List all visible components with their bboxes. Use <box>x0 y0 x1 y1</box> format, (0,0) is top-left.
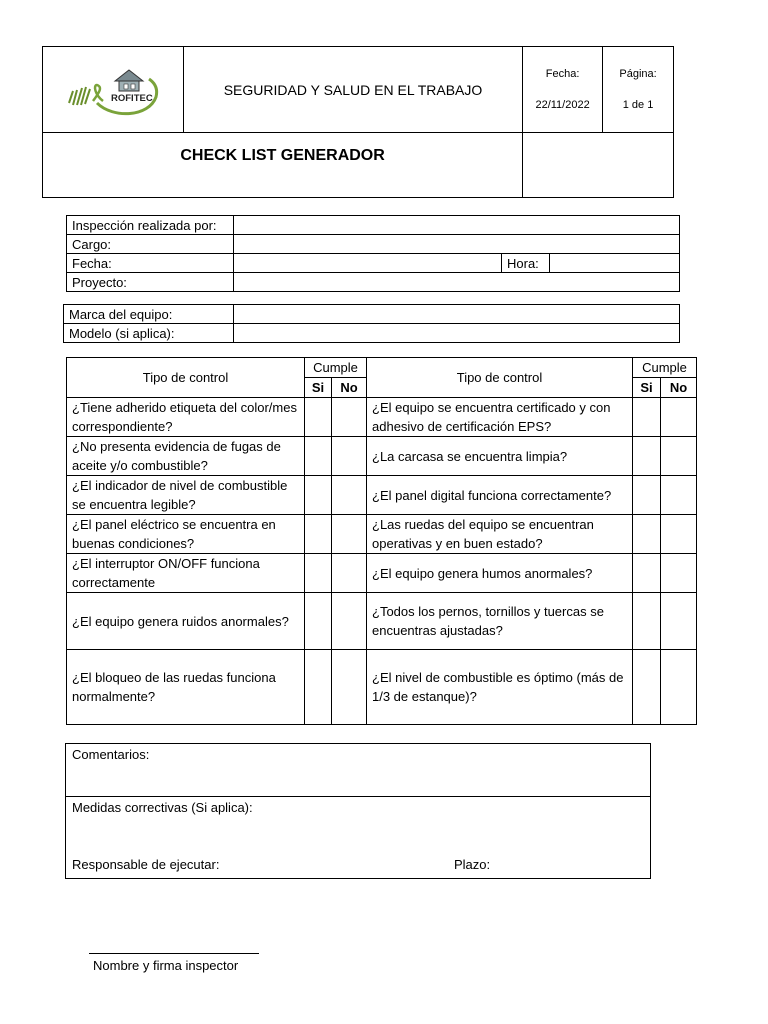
table-row <box>67 437 697 476</box>
si-checkbox-left[interactable] <box>305 437 332 476</box>
no-checkbox-left[interactable] <box>332 515 367 554</box>
si-header-right: Si <box>633 378 661 398</box>
no-checkbox-left[interactable] <box>332 554 367 593</box>
brand-field[interactable] <box>234 305 680 324</box>
comments-field[interactable] <box>66 744 651 797</box>
equipment-info-table <box>63 304 680 343</box>
si-header-left: Si <box>305 378 332 398</box>
date-field[interactable] <box>234 254 502 273</box>
time-label: Hora: <box>502 254 550 273</box>
model-label: Modelo (si aplica): <box>64 324 234 343</box>
no-checkbox-right[interactable] <box>661 593 697 650</box>
si-checkbox-right[interactable] <box>633 398 661 437</box>
no-checkbox-left[interactable] <box>332 593 367 650</box>
table-row <box>67 554 697 593</box>
page-cell <box>603 47 674 133</box>
control-question-left: ¿El equipo genera ruidos anormales? <box>67 593 305 650</box>
comments-label: Comentarios: <box>72 747 150 762</box>
control-type-header-left: Tipo de control <box>67 358 305 398</box>
control-question-right: ¿El equipo se encuentra certificado y con adhesivo de certificación EPS? <box>367 398 633 437</box>
no-header-right: No <box>661 378 697 398</box>
control-question-right: ¿Las ruedas del equipo se encuentran operativas y en buen estado? <box>367 515 633 554</box>
control-type-header-right: Tipo de control <box>367 358 633 398</box>
control-question-right: ¿El panel digital funciona correctamente? <box>367 476 633 515</box>
si-checkbox-left[interactable] <box>305 398 332 437</box>
signature-line <box>89 953 259 954</box>
date-label: Fecha: <box>545 67 580 80</box>
no-checkbox-left[interactable] <box>332 650 367 725</box>
si-checkbox-left[interactable] <box>305 650 332 725</box>
position-field[interactable] <box>234 235 680 254</box>
brand-label: Marca del equipo: <box>64 305 234 324</box>
logo-cell <box>43 47 184 133</box>
no-checkbox-left[interactable] <box>332 398 367 437</box>
company-title: SEGURIDAD Y SALUD EN EL TRABAJO <box>183 47 522 133</box>
time-field[interactable] <box>550 254 680 273</box>
date-value: 22/11/2022 <box>535 98 590 111</box>
table-row <box>67 650 697 725</box>
project-label: Proyecto: <box>67 273 234 292</box>
si-checkbox-left[interactable] <box>305 476 332 515</box>
control-question-right: ¿El equipo genera humos anormales? <box>367 554 633 593</box>
document-header <box>42 46 674 198</box>
si-checkbox-right[interactable] <box>633 650 661 725</box>
position-label: Cargo: <box>67 235 234 254</box>
no-header-left: No <box>332 378 367 398</box>
cumple-header-right: Cumple <box>633 358 697 378</box>
si-checkbox-left[interactable] <box>305 593 332 650</box>
inspected-by-field[interactable] <box>234 216 680 235</box>
control-question-right: ¿Todos los pernos, tornillos y tuercas se encuentras ajustadas? <box>367 593 633 650</box>
control-question-left: ¿No presenta evidencia de fugas de aceite y/o combustible? <box>67 437 305 476</box>
no-checkbox-right[interactable] <box>661 554 697 593</box>
inspected-by-label: Inspección realizada por: <box>67 216 234 235</box>
no-checkbox-right[interactable] <box>661 515 697 554</box>
model-field[interactable] <box>234 324 680 343</box>
table-row <box>67 476 697 515</box>
logo-text: ROFITEC <box>110 93 153 104</box>
control-question-right: ¿El nivel de combustible es óptimo (más de 1/3 de estanque)? <box>367 650 633 725</box>
control-question-left: ¿El interruptor ON/OFF funciona correctamente <box>67 554 305 593</box>
no-checkbox-right[interactable] <box>661 476 697 515</box>
blank-cell <box>523 133 674 198</box>
no-checkbox-left[interactable] <box>332 437 367 476</box>
deadline-label: Plazo: <box>454 857 491 872</box>
company-logo <box>63 57 163 119</box>
control-question-left: ¿El bloqueo de las ruedas funciona normalmente? <box>67 650 305 725</box>
table-row <box>67 398 697 437</box>
date-cell <box>523 47 603 133</box>
document-title: CHECK LIST GENERADOR <box>43 133 523 198</box>
control-question-right: ¿La carcasa se encuentra limpia? <box>367 437 633 476</box>
table-row <box>67 515 697 554</box>
signature-label: Nombre y firma inspector <box>93 958 239 973</box>
no-checkbox-left[interactable] <box>332 476 367 515</box>
corrective-measures-label: Medidas correctivas (Si aplica): <box>72 800 253 815</box>
si-checkbox-right[interactable] <box>633 593 661 650</box>
date-field-label: Fecha: <box>67 254 234 273</box>
no-checkbox-right[interactable] <box>661 437 697 476</box>
control-question-left: ¿El panel eléctrico se encuentra en buenas condiciones? <box>67 515 305 554</box>
control-question-left: ¿El indicador de nivel de combustible se encuentra legible? <box>67 476 305 515</box>
inspection-info-table <box>66 215 680 292</box>
si-checkbox-right[interactable] <box>633 437 661 476</box>
no-checkbox-right[interactable] <box>661 398 697 437</box>
corrective-measures-field[interactable] <box>66 797 651 879</box>
checklist-table <box>66 357 697 725</box>
control-question-left: ¿Tiene adherido etiqueta del color/mes correspondiente? <box>67 398 305 437</box>
no-checkbox-right[interactable] <box>661 650 697 725</box>
page-value: 1 de 1 <box>622 98 654 111</box>
si-checkbox-right[interactable] <box>633 476 661 515</box>
page-label: Página: <box>619 67 657 80</box>
project-field[interactable] <box>234 273 680 292</box>
comments-table <box>65 743 651 879</box>
si-checkbox-right[interactable] <box>633 515 661 554</box>
si-checkbox-right[interactable] <box>633 554 661 593</box>
si-checkbox-left[interactable] <box>305 515 332 554</box>
si-checkbox-left[interactable] <box>305 554 332 593</box>
responsible-label: Responsable de ejecutar: <box>72 857 220 872</box>
cumple-header-left: Cumple <box>305 358 367 378</box>
table-row <box>67 593 697 650</box>
